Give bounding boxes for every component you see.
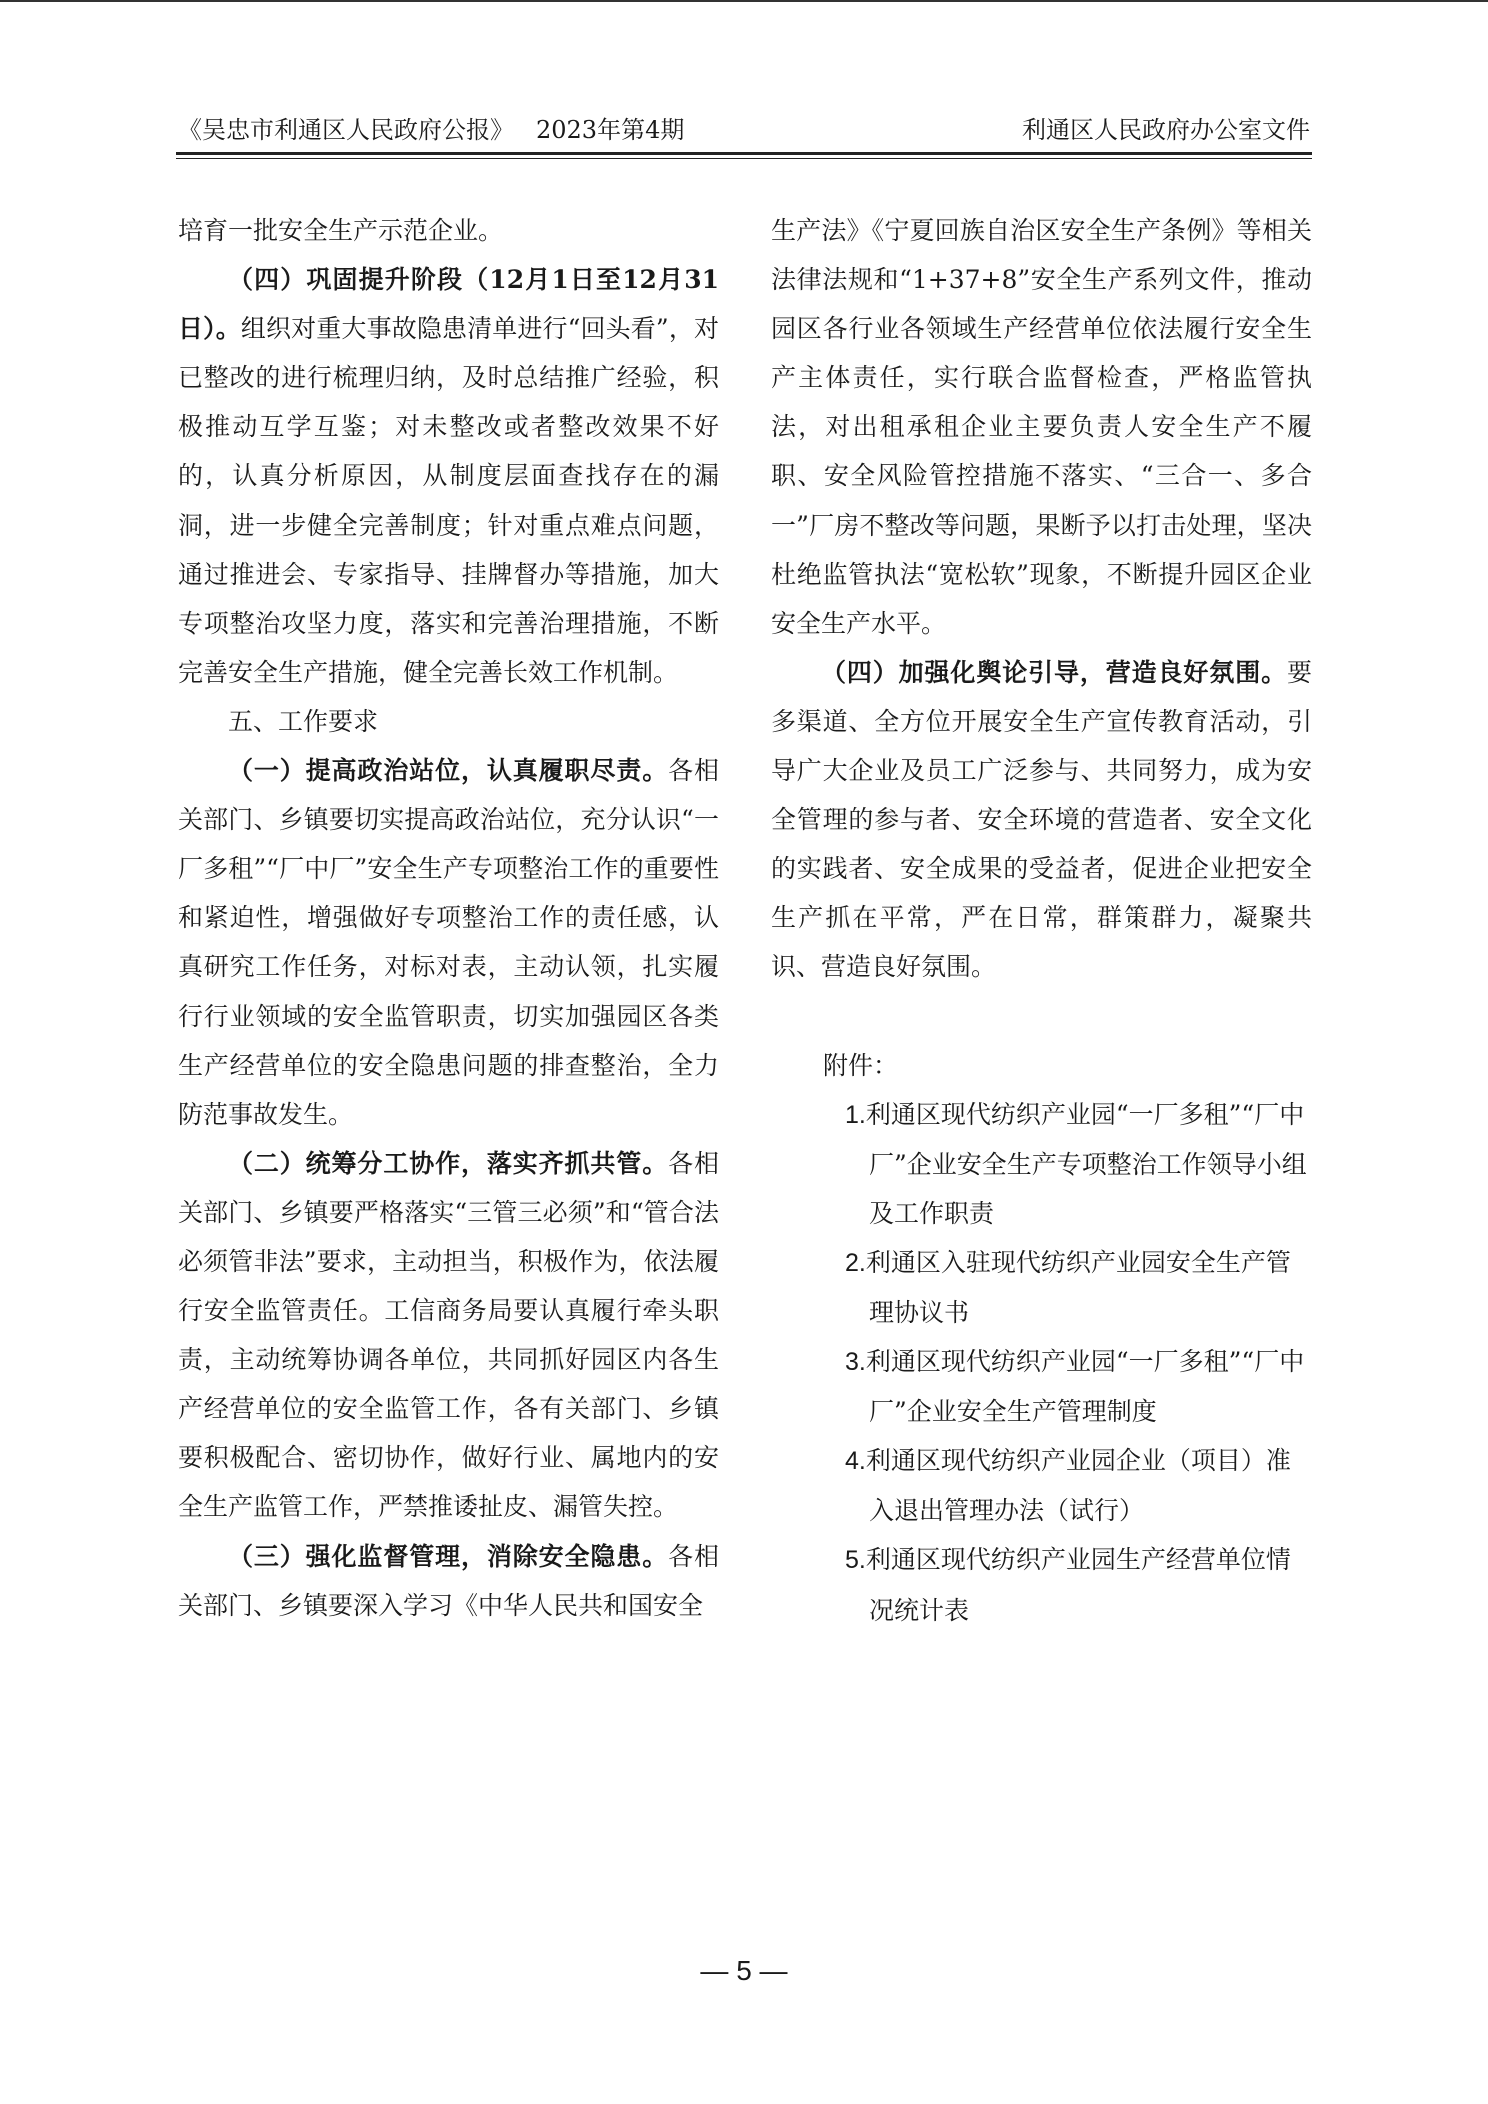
paragraph xyxy=(178,1139,719,1532)
paragraph xyxy=(178,255,719,697)
attachment-item: 1.利通区现代纺织产业园“一厂多租”“厂中厂”企业安全生产专项整治工作领导小组及工作职责 xyxy=(845,1099,1307,1228)
header-office: 利通区人民政府办公室文件 xyxy=(1022,116,1310,144)
paragraph-body: 要多渠道、全方位开展安全生产宣传教育活动，引导广大企业及员工广泛参与、共同努力，成为安全管理的参与者、安全环境的营造者、安全文化的实践者、安全成果的受益者，促进企业把安全生产抓在平常，严在日常，群策群力，凝聚共识、营造良好氛围。 xyxy=(771,657,1312,982)
header-rule-thick xyxy=(176,152,1312,155)
right-column xyxy=(771,206,1312,1635)
page-header xyxy=(178,110,1310,150)
attachment-item: 3.利通区现代纺织产业园“一厂多租”“厂中厂”企业安全生产管理制度 xyxy=(845,1347,1305,1427)
left-column xyxy=(178,206,719,1630)
paragraph-title: （四）加强化舆论引导，营造良好氛围。 xyxy=(821,657,1287,687)
page-number: — 5 — xyxy=(700,1955,788,1986)
paragraph-body: 各相关部门、乡镇要严格落实“三管三必须”和“管合法必须管非法”要求，主动担当，积极作为，依法履行安全监管责任。工信商务局要认真履行牵头职责，主动统筹协调各单位，共同抓好园区内各生产经营单位的安全监管工作，各有关部门、乡镇要积极配合、密切协作，做好行业、属地内的安全生产监管工作，严禁推诿扯皮、漏管失控。 xyxy=(178,1148,719,1522)
page-top-border xyxy=(0,0,1488,2)
attachment-item: 4.利通区现代纺织产业园企业（项目）准入退出管理办法（试行） xyxy=(845,1446,1291,1526)
paragraph-title: （一）提高政治站位，认真履职尽责。 xyxy=(228,756,669,786)
paragraph-body: 各相关部门、乡镇要切实提高政治站位，充分认识“一厂多租”“厂中厂”安全生产专项整治工作的重要性和紧迫性，增强做好专项整治工作的责任感，认真研究工作任务，对标对表，主动认领，扎实履行行业领域的安全监管职责，切实加强园区各类生产经营单位的安全隐患问题的排查整治，全力防范事故发生。 xyxy=(178,756,719,1129)
paragraph-title: （三）强化监督管理，消除安全隐患。 xyxy=(228,1541,669,1571)
paragraph-title: （四）巩固提升阶段（12月1日至12月31日）。 xyxy=(178,265,719,344)
header-rule-thin xyxy=(176,158,1312,159)
paragraph-body: 各相关部门、乡镇要深入学习《中华人民共和国安全 xyxy=(178,1541,719,1620)
paragraph: 培育一批安全生产示范企业。 xyxy=(178,216,504,245)
paragraph: 生产法》《宁夏回族自治区安全生产条例》等相关法律法规和“1+37+8”安全生产系列文件，推动园区各行业各领域生产经营单位依法履行安全生产主体责任，实行联合监督检查，严格监管执法，对出租承租企业主要负责人安全生产不履职、安全风险管控措施不落实、“三合一、多合一”厂房不整改等问题，果断予以打击处理，坚决杜绝监管执法“宽松软”现象，不断提升园区企业安全生产水平。 xyxy=(771,216,1312,638)
paragraph xyxy=(178,746,719,1139)
attachments-title: 附件： xyxy=(823,1050,899,1080)
journal-title: 《吴忠市利通区人民政府公报》 xyxy=(178,116,514,144)
attachment-item: 2.利通区入驻现代纺织产业园安全生产管理协议书 xyxy=(845,1247,1291,1327)
attachment-item: 5.利通区现代纺织产业园生产经营单位情况统计表 xyxy=(845,1545,1291,1625)
issue-number: 2023年第4期 xyxy=(536,116,685,144)
header-left xyxy=(178,110,684,145)
attachments xyxy=(771,1041,1312,1635)
paragraph-title: （二）统筹分工协作，落实齐抓共管。 xyxy=(228,1148,669,1178)
section-heading: 五、工作要求 xyxy=(228,706,379,736)
paragraph xyxy=(771,648,1312,992)
paragraph-body: 组织对重大事故隐患清单进行“回头看”，对已整改的进行梳理归纳，及时总结推广经验，积极推动互学互鉴；对未整改或者整改效果不好的，认真分析原因，从制度层面查找存在的漏洞，进一步健全完善制度；针对重点难点问题，通过推进会、专家指导、挂牌督办等措施，加大专项整治攻坚力度，落实和完善治理措施，不断完善安全生产措施，健全完善长效工作机制。 xyxy=(178,314,719,687)
paragraph xyxy=(178,1532,719,1630)
